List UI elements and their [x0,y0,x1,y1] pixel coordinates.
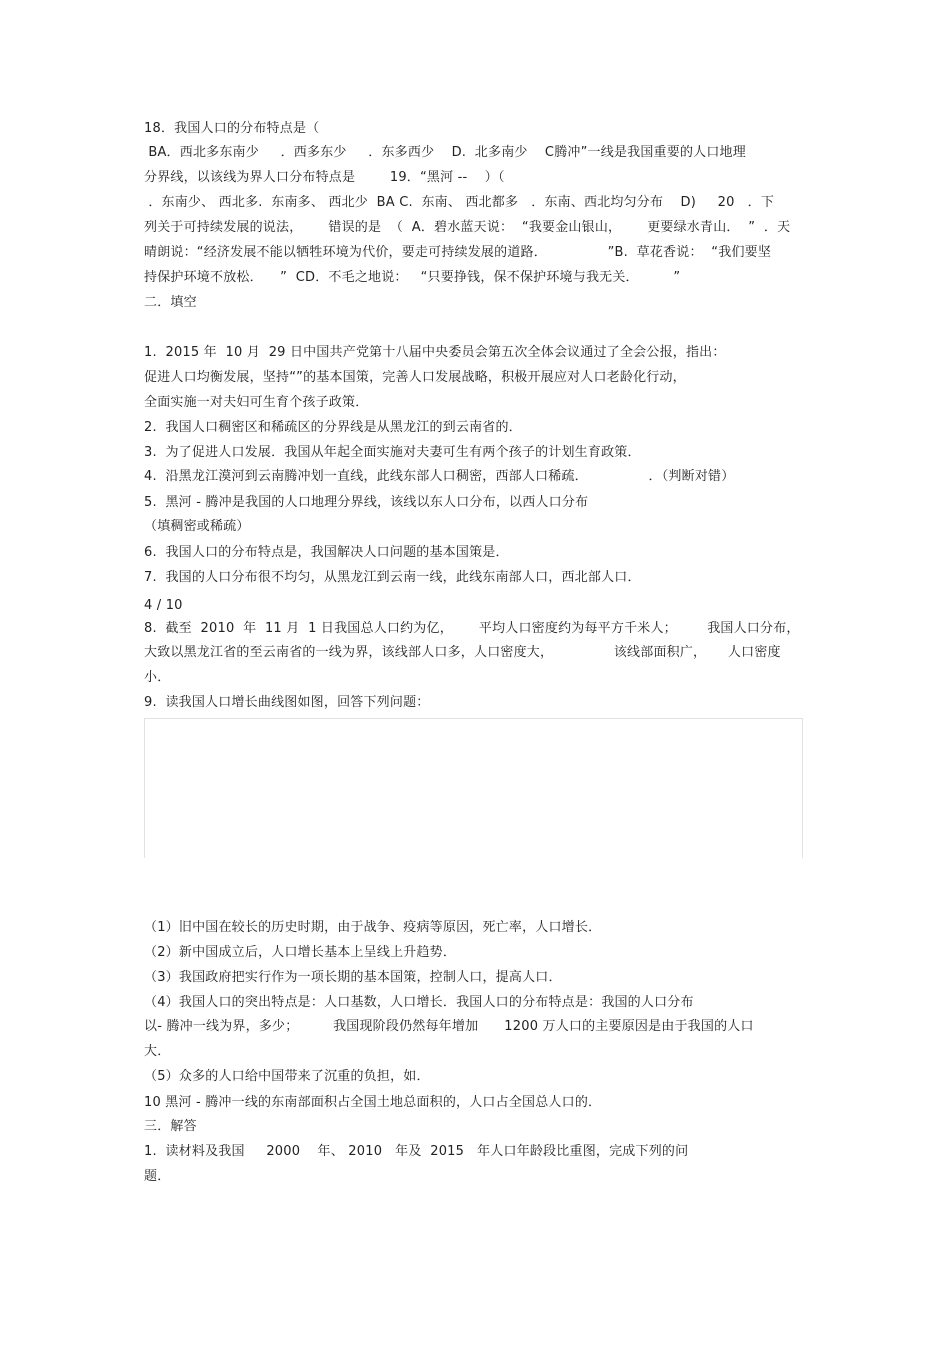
fill-question-9: 9. 读我国人口增长曲线图如图，回答下列问题： [144,695,430,710]
answer-question-1: 1. 读材料及我国 2000 年、 2010 年及 2015 年人口年龄段比重图，完成下列的问 [144,1144,689,1159]
fill-question-8: 8. 截至 2010 年 11 月 1 日我国总人口约为亿， 平均人口密度约为每平方千米人； 我国人口分布， [144,621,800,636]
fill-question-5-note: （填稠密或稀疏） [144,519,250,534]
fill-question-6: 6. 我国人口的分布特点是，我国解决人口问题的基本国策是． [144,545,509,560]
page-number: 4 / 10 [144,598,183,613]
question-20-options-cont: 持保护环境不放松． ” CD．不毛之地说： “只要挣钱，保不保护环境与我无关． ” [144,270,681,285]
fill-question-9-part-3: （3）我国政府把实行作为一项长期的基本国策，控制人口，提高人口． [144,970,562,985]
fill-question-9-part-4-end: 大． [144,1044,171,1059]
population-growth-figure [144,718,803,858]
question-20-stem: 列关于可持续发展的说法， 错误的是 （ A．碧水蓝天说： “我要金山银山， 更要绿水青山． ” ．天 [144,220,791,235]
fill-question-5: 5. 黑河 - 腾冲是我国的人口地理分界线，该线以东人口分布，以西人口分布 [144,495,589,510]
question-18-stem: 18．我国人口的分布特点是（ [144,121,320,136]
fill-question-9-part-2: （2）新中国成立后，人口增长基本上呈线上升趋势． [144,945,457,960]
fill-question-8-end: 小． [144,670,171,685]
fill-question-7: 7. 我国的人口分布很不均匀，从黑龙江到云南一线，此线东南部人口，西北部人口． [144,570,641,585]
fill-question-8-cont: 大致以黑龙江省的至云南省的一线为界，该线部人口多，人口密度大， 该线部面积广， 人口密度 [144,645,781,660]
fill-question-1: 1. 2015 年 10 月 29 日中国共产党第十八届中央委员会第五次全体会议通过了全会公报，指出： [144,345,726,360]
question-20-options: 晴朗说：“经济发展不能以牺牲环境为代价，要走可持续发展的道路． ”B. 草花香说： “我们要坚 [144,245,772,260]
fill-question-1-end: 全面实施一对夫妇可生育个孩子政策． [144,395,369,410]
fill-question-10: 10 黑河 - 腾冲一线的东南部面积占全国土地总面积的，人口占全国总人口的． [144,1095,602,1110]
fill-question-4: 4. 沿黑龙江漠河到云南腾冲划一直线，此线东部人口稠密，西部人口稀疏． ．（判断对错） [144,469,735,484]
question-18-options: BA．西北多东南少 ．西多东少 ．东多西少 D. 北多南少 C腾冲”一线是我国重要的人口地理 [144,145,746,160]
fill-question-3: 3. 为了促进人口发展．我国从年起全面实施对夫妻可生有两个孩子的计划生育政策． [144,445,641,460]
fill-question-9-part-5: （5）众多的人口给中国带来了沉重的负担，如． [144,1069,430,1084]
fill-question-2: 2. 我国人口稠密区和稀疏区的分界线是从黑龙江的到云南省的． [144,420,522,435]
question-19-options: ．东南少、 西北多. 东南多、 西北少 BA C. 东南、 西北都多 ．东南、西北均匀分布 D) 20 ．下 [144,195,775,210]
fill-question-9-part-1: （1）旧中国在较长的历史时期，由于战争、疫病等原因，死亡率，人口增长． [144,920,602,935]
fill-question-1-cont: 促进人口均衡发展，坚持“”的基本国策，完善人口发展战略，积极开展应对人口老龄化行动， [144,370,686,385]
section-answer-heading: 三．解答 [144,1119,197,1134]
fill-question-9-part-4-cont: 以- 腾冲一线为界，多少； 我国现阶段仍然每年增加 1200 万人口的主要原因是由于我国的人口 [144,1019,754,1034]
question-19-stem: 分界线，以该线为界人口分布特点是 19．“黑河 -- ）（ [144,170,505,185]
answer-question-1-end: 题． [144,1169,171,1184]
section-fill-in-heading: 二．填空 [144,295,197,310]
fill-question-9-part-4: （4）我国人口的突出特点是：人口基数，人口增长．我国人口的分布特点是：我国的人口分布 [144,995,694,1010]
